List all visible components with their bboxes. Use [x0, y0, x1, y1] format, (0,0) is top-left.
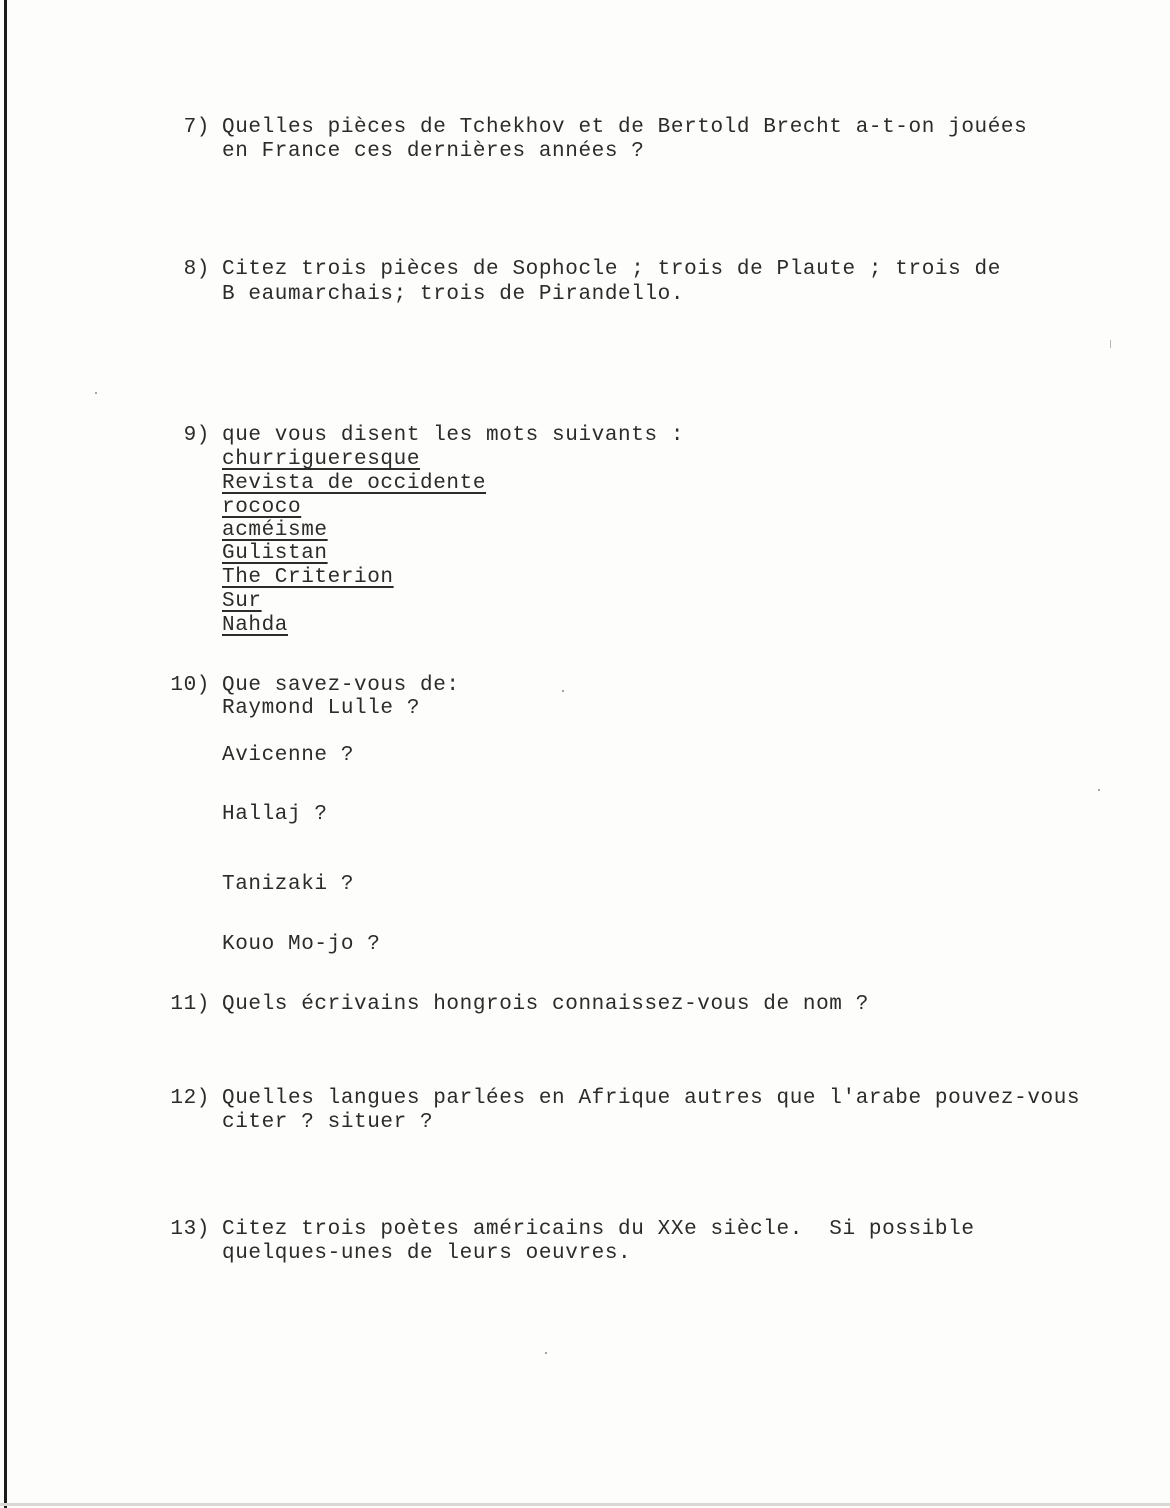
question-number-10: 10)	[170, 674, 210, 697]
question-7-line-2: en France ces dernières années ?	[222, 140, 645, 163]
question-11-line-1: Quels écrivains hongrois connaissez-vous de nom ?	[222, 993, 869, 1016]
question-number-11: 11)	[170, 993, 210, 1016]
vocabulary-word: rococo	[222, 496, 302, 519]
question-number-9: 9)	[183, 424, 210, 447]
question-number-8: 8)	[183, 258, 210, 281]
question-7-line-1: Quelles pièces de Tchekhov et de Bertold Brecht a-t-on jouées	[222, 116, 1028, 139]
question-10-item: Hallaj ?	[222, 803, 328, 826]
vocabulary-word: The Criterion	[222, 566, 394, 589]
paper-speck	[95, 392, 97, 394]
paper-speck	[562, 690, 564, 692]
vocabulary-word: churrigueresque	[222, 448, 421, 471]
paper-speck	[1110, 340, 1111, 348]
vocabulary-word: Sur	[222, 590, 262, 613]
question-13-line-1: Citez trois poètes américains du XXe siècle. Si possible	[222, 1218, 975, 1241]
vocabulary-word: Revista de occidente	[222, 472, 487, 495]
question-10-item: Avicenne ?	[222, 744, 355, 767]
question-13-line-2: quelques-unes de leurs oeuvres.	[222, 1242, 632, 1265]
paper-speck	[1098, 789, 1100, 791]
page-bottom-border	[0, 1503, 1170, 1506]
question-number-13: 13)	[170, 1218, 210, 1241]
vocabulary-word: Gulistan	[222, 542, 328, 565]
question-number-7: 7)	[183, 116, 210, 139]
question-10-item: Tanizaki ?	[222, 873, 355, 896]
question-8-line-1: Citez trois pièces de Sophocle ; trois de Plaute ; trois de	[222, 258, 1001, 281]
question-9-intro: que vous disent les mots suivants :	[222, 424, 685, 447]
vocabulary-word: Nahda	[222, 614, 289, 637]
question-number-12: 12)	[170, 1087, 210, 1110]
question-12-line-1: Quelles langues parlées en Afrique autres que l'arabe pouvez-vous	[222, 1087, 1081, 1110]
vocabulary-word: acméisme	[222, 519, 328, 542]
question-10-item: Raymond Lulle ?	[222, 697, 421, 720]
question-12-line-2: citer ? situer ?	[222, 1111, 434, 1134]
question-10-item: Kouo Mo-jo ?	[222, 933, 381, 956]
question-8-line-2: B eaumarchais; trois de Pirandello.	[222, 283, 685, 306]
page-left-border	[4, 0, 7, 1508]
paper-speck	[545, 1352, 547, 1354]
question-10-intro: Que savez-vous de:	[222, 674, 460, 697]
